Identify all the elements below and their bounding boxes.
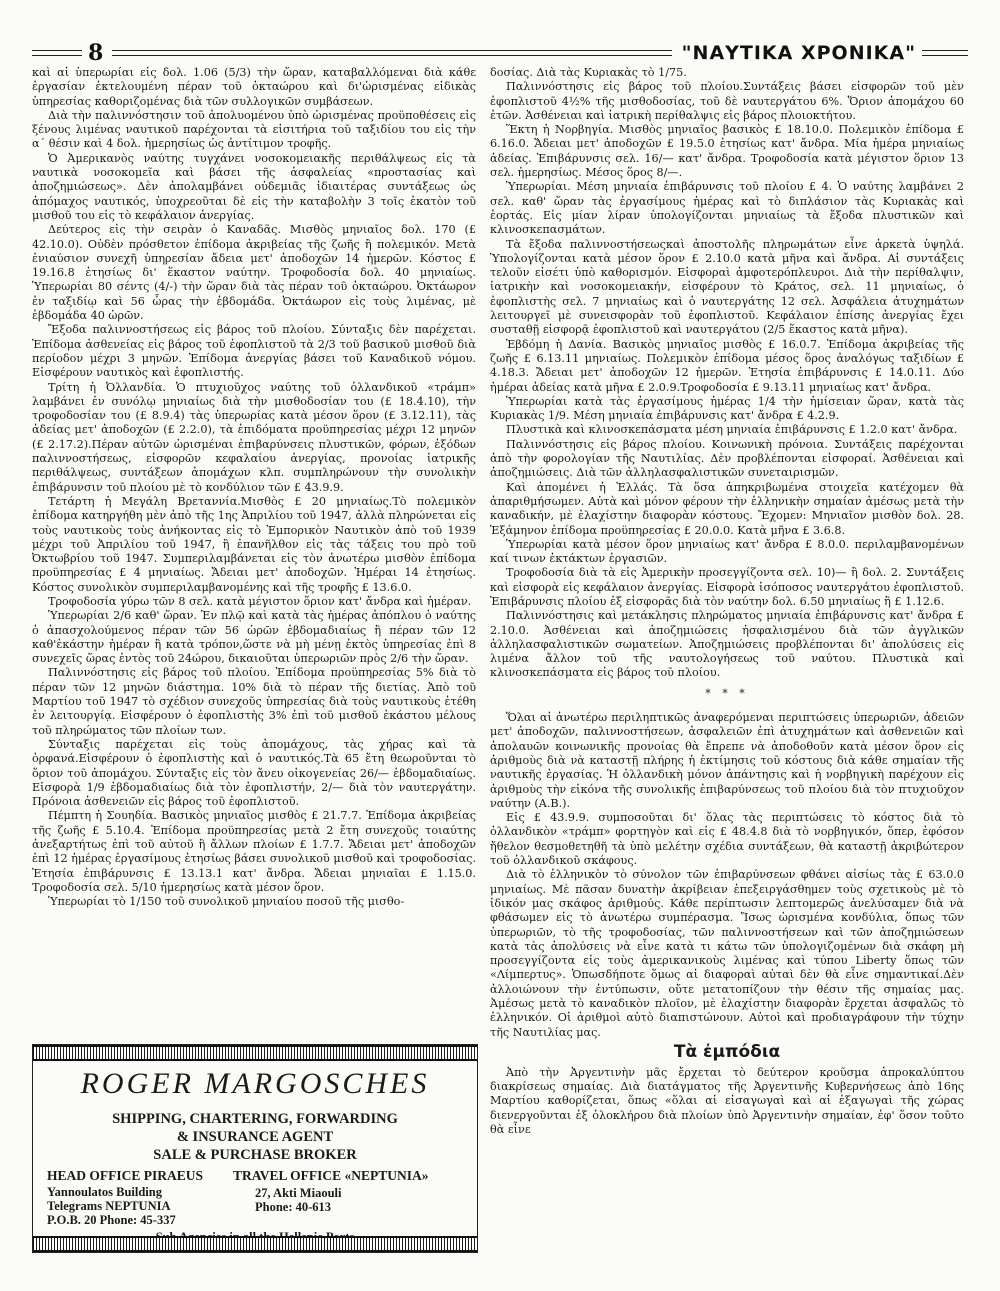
- journal-title: "ΝΑΥΤΙΚΑ ΧΡΟΝΙΚΑ": [681, 42, 916, 64]
- paragraph: Πέμπτη ἡ Σουηδία. Βασικὸς μηνιαῖος μισθὸς £ 21.7.7. Ἐπίδομα ἀκριβείας τῆς ζωῆς £ 5.10.4. Ἐπίδομα προϋπηρεσίας μετὰ 2 ἔτη συνεχοῦς τοιαύτης ἀνεξαρτήτως ἐπὶ τοῦ αὐτοῦ ἢ ἄλλων πλοίων £ 1.7.7. Ἄδειαι μετ' ἀποδοχῶν ἐπὶ 12 ἡμέρας ἐργασίμους ἐτησίως βάσει συνολικοῦ μισθοῦ καὶ τροφοδοσίας. Ἐτησία ἐπιβάρυνσις £ 13.13.1 κατ' ἄνδρα. Ἄδειαι μηνιαῖαι £ 1.15.0. Τροφοδοσία σελ. 5/10 ἡμερησίως κατὰ μέσον ὅρον.: [32, 809, 476, 894]
- ad-travel-office-address: 27, Akti Miaouli: [255, 1186, 342, 1200]
- paragraph: Παλιννόστησις εἰς βάρος πλοίου. Κοινωνικὴ πρόνοια. Συντάξεις παρέχονται ἀπὸ τὴν φορολογίαν τῆς Ναυτιλίας. Δὲν προβλέπονται εἰσφοραί. Ἀσθένειαι καὶ ἀποζημιώσεις. Διὰ τῶν ἀλληλασφαλιστικῶν συνεταιρισμῶν.: [490, 437, 964, 480]
- ad-services-line: SHIPPING, CHARTERING, FORWARDING: [112, 1111, 398, 1127]
- paragraph: Παλιννόστησις καὶ μετάκλησις πληρώματος μηνιαία ἐπιβάρυνσις κατ' ἄνδρα £ 2.10.0. Ἀσθένειαι καὶ ἀποζημιώσεις ἠσφαλισμένου διὰ τῶν ἀγγλικῶν ἀλληλασφαλιστικῶν σωματείων. Ἀποζημιώσεις προβλέπονται δι' ἀπολύσεις εἰς λιμένα ἄλλον τοῦ τῆς ναυτολογήσεως τοῦ ναύτου. Πλυστικὰ καὶ κλινοσκεπάσματα εἰς βάρος τοῦ πλοίου.: [490, 609, 964, 680]
- ad-travel-office-phone: Phone: 40-613: [255, 1200, 332, 1214]
- paragraph: Καὶ ἀπομένει ἡ Ἑλλάς. Τὰ ὅσα ἀπηκριβωμένα στοιχεῖα κατέχομεν θὰ ἀπαριθμήσωμεν. Αὐτὰ καὶ μόνον φέρουν τὴν ἑλληνικὴν σημαίαν ἀμέσως μετὰ τὴν καναδικήν, μὲ ἐλαχίστην διαφορὰν κόστους. Ἔχομεν: Μηνιαῖον μισθὸν δολ. 28. Ἑξάμηνον ἐπίδομα προϋπηρεσίας £ 20.0.0. Κατὰ μῆνα £ 3.6.8.: [490, 480, 964, 537]
- page-number: 8: [88, 40, 104, 66]
- section-heading: Τὰ ἐμπόδια: [673, 1041, 781, 1062]
- paragraph: Εἰς £ 43.9.9. συμποσοῦται δι' ὅλας τὰς περιπτώσεις τὸ κόστος διὰ τὸ ὀλλανδικὸν «τράμπ» φορτηγὸν καὶ εἰς £ 48.4.8 διὰ τὸ νορβηγικόν, ὅπερ, ἐφόσον ἤθελον θεσμοθετηθῆ τὰ ὑπὸ μελέτην σχέδια συντάξεων, θὰ καταστῇ ἀκριβώτερον τοῦ ὀλλανδικοῦ σκάφους.: [490, 811, 964, 868]
- paragraph: Ἀπὸ τὴν Ἀργεντινὴν μᾶς ἔρχεται τὸ δεύτερον κροῦσμα ἀπροκαλύπτου διακρίσεως σημαίας. Διὰ διατάγματος τῆς Ἀργεντινῆς Κυβερνήσεως ἀπὸ 16ης Μαρτίου καθορίζεται, ὅπως «ὅλαι αἱ εἰσαγωγαὶ καὶ αἱ ἐξαγωγαὶ τῆς χώρας διενεργοῦνται ἐξ ὁλοκλήρου διὰ πλοίων ὑπὸ Ἀργεντινὴν σημαίαν, ἐφ' ὅσον τοῦτο θὰ εἶνε: [490, 1065, 964, 1137]
- paragraph: Παλιννόστησις εἰς βάρος τοῦ πλοίου.Συντάξεις βάσει εἰσφορῶν τοῦ μὲν ἐφοπλιστοῦ 4½% τῆς μισθοδοσίας, τοῦ δὲ ναυτεργάτου 6%. Ὅριον ἀπομάχου 60 ἐτῶν. Ἀσθένειαι καὶ ἰατρικὴ περίθαλψις εἰς βάρος πλοιοκτήτου.: [490, 80, 964, 122]
- header-rule-middle: [112, 50, 672, 56]
- paragraph: Διὰ τὴν παλιννόστησιν τοῦ ἀπολυομένου ὑπὸ ὡρισμένας προϋποθέσεις εἰς ξένους λιμένας ναυτικοῦ παρέχονται τὰ εἰσιτήρια τοῦ ταξιδίου του εἰς τὴν α΄ θέσιν καὶ 4 δολ. ἡμερησίως ὡς ἀντίτιμον τροφῆς.: [32, 108, 476, 151]
- paragraph: Τροφοδοσία γύρω τῶν 8 σελ. κατὰ μέγιστον ὅριον κατ' ἄνδρα καὶ ἡμέραν.: [48, 594, 472, 608]
- paragraph: Τὰ ἔξοδα παλιννοστήσεωςκαὶ ἀποστολῆς πληρωμάτων εἶνε ἀρκετὰ ὑψηλά. Ὑπολογίζονται κατὰ μέσον ὅρον £ 2.10.0 κατὰ μῆνα καὶ ἄνδρα. Αἱ συντάξεις τελοῦν εἰσέτι ὑπὸ καθορισμόν. Εἰσφοραὶ ἀμφοτερόπλευροι. Διὰ τὴν περίθαλψιν, ἰατρικὴν καὶ νοσοκομειακήν, εἰσφέρουν τὸ Κράτος, σελ. 11 μηνιαίως, ὁ ἐφοπλιστὴς σελ. 7 μηνιαίως καὶ ὁ ναυτεργάτης 12 σελ. Ἀσφάλεια ἀτυχημάτων λειτουργεῖ μὲ συνεισφορὰν τοῦ ἐφοπλιστοῦ. Κεφάλαιον ἐπίσης ἀνεργίας ἔχει συσταθῇ εἰσφορᾷ ἐφοπλιστοῦ καὶ ναυτεργάτου (2/5 ἕκαστος κατὰ μῆνα).: [490, 237, 964, 337]
- header-rule-right: [922, 50, 968, 56]
- paragraph: Ὑπερωρίαι κατὰ μέσον ὅρον μηνιαίως κατ' ἄνδρα £ 8.0.0. περιλαμβανομένων καί τινων ἐκτάκτων ἐργασιῶν.: [490, 537, 964, 566]
- section-separator: * * *: [705, 686, 749, 700]
- ad-head-office-building: Yannoulatos Building: [47, 1185, 162, 1199]
- paragraph: Ἕκτη ἡ Νορβηγία. Μισθὸς μηνιαῖος βασικὸς £ 18.10.0. Πολεμικὸν ἐπίδομα £ 6.16.0. Ἄδειαι μετ' ἀποδοχῶν £ 19.5.0 ἐτησίως κατ' ἄνδρα. Μία ἡμέρα μηνιαίως ἀδείας. Ἐπιβάρυνσις σελ. 16/— κατ' ἄνδρα. Τροφοδοσία κατὰ μέγιστον ὅριον 13 σελ. ἡμερησίως. Μέσος ὅρος 8/—.: [490, 123, 964, 180]
- paragraph: Ἑβδόμη ἡ Δανία. Βασικὸς μηνιαῖος μισθὸς £ 16.0.7. Ἐπίδομα ἀκριβείας τῆς ζωῆς £ 6.13.11 μηνιαίως. Πολεμικὸν ἐπίδομα μέσος ὅρος ἀναλόγως ταξιδίων £ 4.18.3. Ἄδειαι μετ' ἀποδοχῶν 12 ἡμερῶν. Ἐτησία ἐπιβάρυνσις £ 14.0.11. Δύο ἡμέραι ἀδείας κατὰ μῆνα £ 2.0.9.Τροφοδοσία £ 9.13.11 μηνιαίως κατ' ἄνδρα.: [490, 337, 964, 394]
- ad-company-name: ROGER MARGOSCHES: [80, 1067, 430, 1100]
- left-column: [32, 66, 476, 1046]
- header-rule-left: [32, 50, 82, 56]
- paragraph: Παλιννόστησις εἰς βάρος τοῦ πλοίου. Ἐπίδομα προϋπηρεσίας 5% διὰ τὸ πέραν τῶν 12 μηνῶν διάστημα. 10% διὰ τὸ πέραν τῆς διετίας. Ἀπὸ τοῦ Μαρτίου τοῦ 1947 τὸ σχέδιον συνεχοῦς ὑπηρεσίας διὰ τοὺς ναυτικοὺς ἐτέθη ἐν λειτουργίᾳ. Εἰσφέρουν ὁ ἐφοπλιστὴς 3% ἐπὶ τοῦ μισθοῦ ἑκάστου μέλους τοῦ πληρώματος τῶν πλοίων των.: [32, 666, 476, 737]
- paragraph: Ὑπερωρίαι τὸ 1/150 τοῦ συνολικοῦ μηνιαίου ποσοῦ τῆς μισθο-: [48, 895, 405, 909]
- ad-head-office-telegrams: Telegrams NEPTUNIA: [47, 1199, 171, 1213]
- ad-head-office-pob: P.O.B. 20 Phone: 45-337: [47, 1213, 176, 1227]
- paragraph: Ἔξοδα παλιννοστήσεως εἰς βάρος τοῦ πλοίου. Σύνταξις δὲν παρέχεται. Ἐπίδομα ἀσθενείας εἰς βάρος τοῦ ἐφοπλιστοῦ τὰ 2/3 τοῦ βασικοῦ μισθοῦ διὰ περίοδον μέχρι 3 μηνῶν. Ἐπίδομα ἀνεργίας βάσει τοῦ Καναδικοῦ νόμου. Εἰσφέρουν ναυτικὸς καὶ ἐφοπλιστής.: [32, 323, 476, 380]
- paragraph: Πλυστικὰ καὶ κλινοσκεπάσματα μέση μηνιαία ἐπιβάρυνσις £ 1.2.0 κατ' ἄνδρα.: [506, 423, 958, 437]
- ad-insurance-line: & INSURANCE AGENT: [176, 1129, 334, 1145]
- paragraph: Τροφοδοσία διὰ τὰ εἰς Ἀμερικὴν προσεγγίζοντα σελ. 10)— ἢ δολ. 2. Συντάξεις καὶ εἰσφορὰ εἰς κεφάλαιον ἀνεργίας. Εἰσφορὰ ἰσόποσος ναυτεργάτου ἐφοπλιστοῦ. Ἐπιβάρυνσις πλοίου ἐξ εἰσφορᾶς διὰ τὸν ναύτην δολ. 6.50 μηνιαίως ἢ £ 1.12.6.: [490, 566, 964, 608]
- paragraph: Τετάρτη ἡ Μεγάλη Βρεταννία.Μισθὸς £ 20 μηνιαίως.Τὸ πολεμικὸν ἐπίδομα κατηργήθη μὲν ἀπὸ τῆς 1ης Ἀπριλίου τοῦ 1947, ἀλλὰ πληρώνεται εἰς τοὺς ναυτικοὺς τοὺς ἀνήκοντας εἰς τὸ Ἐμπορικὸν Ναυτικὸν ἀπὸ τοῦ 1939 μέχρι τοῦ Ἀπριλίου τοῦ 1947, ἢ ἐπανῆλθον εἰς τὰς τάξεις του πρὸ τοῦ Ὀκτωβρίου τοῦ 1947. Συμπεριλαμβάνεται εἰς τὸν ἀνωτέρω μισθὸν ἐπίδομα προϋπηρεσίας £ 4 μηνιαίως. Ἄδειαι μετ' ἀποδοχῶν. Ἡμέραι 14 ἐτησίως. Κόστος συνολικὸν συμπεριλαμβανομένης καὶ τῆς τροφῆς £ 13.6.0.: [32, 494, 476, 594]
- paragraph: Ὑπερωρίαι 2/6 καθ' ὥραν. Ἐν πλῷ καὶ κατὰ τὰς ἡμέρας ἀπόπλου ὁ ναύτης ὁ ἀπασχολούμενος πέραν τῶν 56 ὡρῶν ἑβδομαδιαίως ἢ πέραν τῶν 12 καθ'ἑκάστην ἡμέραν ἢ κατὰ τρόπον,ὥστε νὰ μὴ μένῃ ἐκτὸς ὑπηρεσίας ἐπὶ 8 συνεχεῖς ὥρας ἐντὸς τοῦ 24ώρου, δικαιοῦται ὑπερωριῶν πρὸς 2/6 τὴν ὥραν.: [32, 609, 476, 666]
- ad-broker-line: SALE & PURCHASE BROKER: [153, 1147, 357, 1163]
- paragraph: καὶ αἱ ὑπερωρίαι εἰς δολ. 1.06 (5/3) τὴν ὥραν, καταβαλλόμεναι διὰ κάθε ἐργασίαν ἐκτελουμένη πέραν τοῦ ὀκταώρου καὶ δι'ὡρισμένας εἰδικὰς ὑπηρεσίας καθοριζομένας διὰ τῶν συλλογικῶν συμβάσεων.: [32, 66, 476, 108]
- ad-head-office-title: HEAD OFFICE PIRAEUS: [47, 1168, 204, 1183]
- paragraph: Δεύτερος εἰς τὴν σειρὰν ὁ Καναδᾶς. Μισθὸς μηνιαῖος δολ. 170 (£ 42.10.0). Οὐδὲν πρόσθετον ἐπίδομα ἀκριβείας τῆς ζωῆς ἢ πολεμικόν. Μετὰ ἐνιαύσιον συνεχῆ ὑπηρεσίαν ἄδεια μετ' ἀποδοχῶν 14 ἡμερῶν. Κόστος £ 19.16.8 ἐτησίως δι' ἕκαστον ναύτην. Τροφοδοσία δολ. 40 μηνιαίως. Ὑπερωρίαι 80 σέντς (4/-) τὴν ὥραν διὰ τὰς πέραν τοῦ ὀκταώρου. Ὀκτάωρον ἐν ταξιδίῳ καὶ 56 ὧρας τὴν ἑβδομάδα. Ὀκτάωρον εἰς τοὺς λιμένας, μὲ ἑβδομάδα 40 ὡρῶν.: [32, 223, 476, 323]
- paragraph: Διὰ τὸ ἑλληνικὸν τὸ σύνολον τῶν ἐπιβαρύνσεων φθάνει αἰσίως τὰς £ 63.0.0 μηνιαίως. Μὲ πᾶσαν δυνατὴν ἀκρίβειαν ἐπεξειργάσθημεν τοὺς σχετικοὺς μὲ τὸ ἰδικόν μας σκάφος ἀριθμούς. Κάθε περίπτωσιν λεπτομερῶς ἀνελύσαμεν διὰ νὰ φθάσωμεν εἰς τὸ ἀνωτέρω συμπέρασμα. Ἴσως ὡρισμένα κονδύλια, ὅπως τῶν ὑπερωριῶν, τὸ τῆς τροφοδοσίας, τῶν παλιννοστήσεων καὶ τῶν ἀποζημιώσεων κατὰ τὰς ἀπολύσεις νὰ εἶνε κατὰ τι κάτω τῶν ὑπολογιζομένων διὰ σκάφη μὴ προσεγγίζοντα εἰς τοὺς ἀμερικανικοὺς λιμένας καὶ τύπου Liberty ὅπως τῶν «Λίμπερτυς». Ὁπωσδήποτε ὅμως αἱ διαφοραὶ αὐταὶ δὲν θὰ εἶνε σημαντικαί.Δὲν ἀλλοιώνουν τὴν ἐντύπωσιν, οὔτε μετατοπίζουν τὴν θέσιν τῆς σημαίας μας. Ἀμέσως μετὰ τὸ καναδικὸν πλοῖον, μὲ ἐλαχίστην διαφορὰν ἔρχεται ἀσφαλῶς τὸ ἑλληνικόν. Οἱ ἀριθμοὶ αὐτὸ διαπιστώνουν. Αὐτοὶ καὶ προδιαγράφουν τὴν τύχην τῆς Ναυτιλίας μας.: [490, 868, 964, 1039]
- page-header: [32, 40, 968, 66]
- paragraph: δοσίας. Διὰ τὰς Κυριακὰς τὸ 1/75.: [490, 66, 687, 79]
- ad-travel-office-title: TRAVEL OFFICE «NEPTUNIA»: [233, 1168, 429, 1183]
- roger-margosches-advertisement: [32, 1044, 478, 1253]
- ad-border-bottom: [33, 1236, 477, 1252]
- ad-border-top: [33, 1045, 477, 1061]
- paragraph: Τρίτη ἡ Ὀλλανδία. Ὁ πτυχιοῦχος ναύτης τοῦ ὀλλανδικοῦ «τράμπ» λαμβάνει ἐν συνόλῳ μηνιαίως διὰ τὴν μισθοδοσίαν του (£ 18.4.10), τὴν τροφοδοσίαν του (£ 8.9.4) τὰς ὑπερωρίας κατὰ μέσον ὅρον (£ 3.12.11), τὰς ἀδείας μετ' ἀποδοχῶν (£ 2.2.0), τὰ ἐπιδόματα προϋπηρεσίας μέχρι 12 μηνῶν (£ 2.17.2).Πέραν αὐτῶν ὡρισμέναι ἐπιβαρύνσεις πλυστικῶν, φόρων, ἐξόδων παλιννοστήσεως, εἰσφορῶν κεφαλαίου ἀνεργίας, προνοίας ἰατρικῆς περιθάλψεως, συντάξεων ἀπομάχων κλπ. συμπληρώνουν τὴν συνολικὴν ἐπιβάρυνσιν τοῦ πλοίου μὲ τὸ κονδύλιον τῶν £ 43.9.9.: [32, 380, 476, 494]
- paragraph: Ὁ Ἀμερικανὸς ναύτης τυγχάνει νοσοκομειακῆς περιθάλψεως εἰς τὰ ναυτικὰ νοσοκομεῖα καὶ βάσει τῆς ἀσφαλείας «προστασίας καὶ ἀποζημιώσεως». Δὲν ἀπολαμβάνει οὐδεμιᾶς ἰδιαιτέρας συντάξεως ὡς ἀπόμαχος ναυτικός, ὑποχρεοῦται δὲ εἰς τὴν καταβολὴν 3 τοῖς ἑκατὸν τοῦ μισθοῦ του εἰς τὸ κεφάλαιον ἀνεργίας.: [32, 151, 476, 222]
- paragraph: Ὑπερωρίαι. Μέση μηνιαία ἐπιβάρυνσις τοῦ πλοίου £ 4. Ὁ ναύτης λαμβάνει 2 σελ. καθ' ὥραν τὰς ἐργασίμους ἡμέρας καὶ τὸ διπλάσιον τὰς Κυριακὰς καὶ ἑορτάς. Εἰς μίαν λίραν ὑπολογίζονται μηνιαίως τὰ ἔξοδα πλυστικῶν καὶ κλινοσκεπασμάτων.: [490, 180, 964, 237]
- paragraph: Ὅλαι αἱ ἀνωτέρω περιληπτικῶς ἀναφερόμεναι περιπτώσεις ὑπερωριῶν, ἀδειῶν μετ' ἀποδοχῶν, παλιννοστήσεων, ἀσφαλειῶν ἐπὶ ἀτυχημάτων καὶ ἀσθενειῶν καὶ ἀπολαυῶν κοινωνικῆς προνοίας θὰ ἔπρεπε νὰ ἀποδοθοῦν κατὰ μέσον ὅρον εἰς ἀριθμοὺς διὰ νὰ καταστῇ πλήρης ἡ ἐκτίμησις τοῦ κόστους διὰ κάθε σημαίαν τῆς ναυτικῆς ἐργασίας. Ἡ ὀλλανδικὴ μόνον ἀπάντησις καὶ ἡ νορβηγικὴ παρέχουν εἰς ἀριθμοὺς τὴν εἰκόνα τῆς συνολικῆς ἐπιβαρύνσεως τοῦ πλοίου διὰ τὸν πτυχιοῦχον ναύτην (Α.Β.).: [490, 711, 964, 810]
- paragraph: Ὑπερωρίαι κατὰ τὰς ἐργασίμους ἡμέρας 1/4 τὴν ἡμίσειαν ὥραν, κατὰ τὰς Κυριακὰς 1/9. Μέση μηνιαία ἐπιβάρυνσις κατ' ἄνδρα £ 4.2.9.: [490, 394, 964, 423]
- right-column: [490, 66, 964, 1246]
- paragraph: Σύνταξις παρέχεται εἰς τοὺς ἀπομάχους, τὰς χήρας καὶ τὰ ὀρφανά.Εἰσφέρουν ὁ ἐφοπλιστὴς καὶ ὁ ναυτικός.Τὰ 65 ἔτη θεωροῦνται τὸ ὅριον τοῦ ἀπομάχου. Σύνταξις εἰς τὸν ἄνευ οἰκογενείας 26/— ἑβδομαδιαίως. Εἰσφορὰ 1/9 ἑβδομαδιαίως διὰ τὸν ἐφοπλιστήν, 2/— διὰ τὸν ναυτεργάτην. Πρόνοια ἀσθενειῶν εἰς βάρος τοῦ ἐφοπλιστοῦ.: [32, 737, 476, 809]
